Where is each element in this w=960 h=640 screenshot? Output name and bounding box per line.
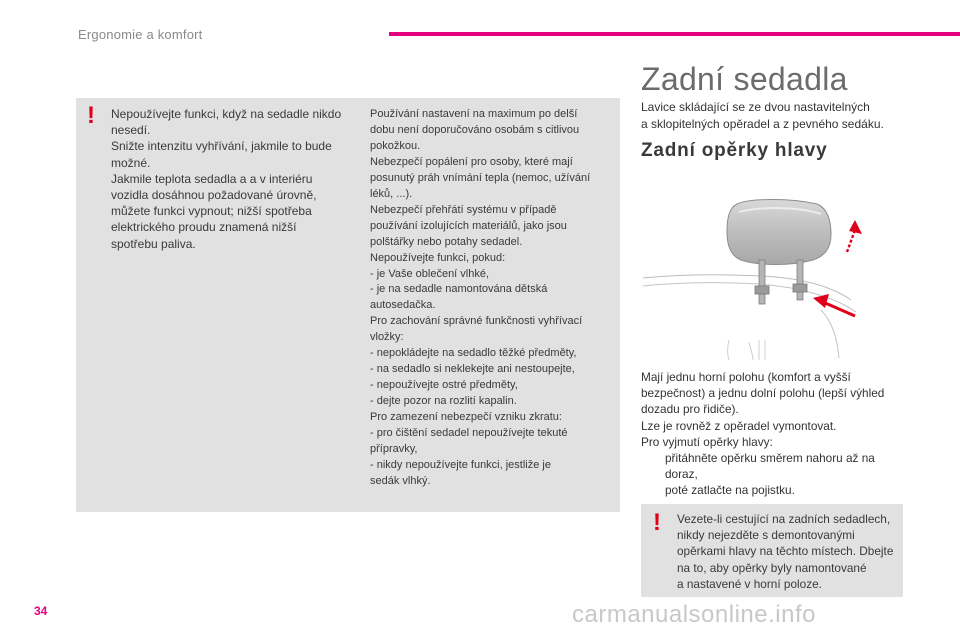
exclamation-icon: !	[653, 509, 661, 536]
text-line: Lze je rovněž z opěradel vymontovat.	[641, 418, 837, 433]
warning-text-headrest: Vezete-li cestující na zadních sedadlech, nikdy nejezděte s demontovanými opěrkami hlavy na těchto místech. Dbejte na to, aby opěrky byly namontované a nastavené v horní poloze.	[677, 512, 894, 591]
list-item	[641, 450, 911, 482]
bullet-icon	[641, 450, 665, 482]
list-item	[641, 482, 911, 498]
list-item-text	[665, 450, 875, 482]
text-line: bezpečnost) a jednu dolní polohu (lepší výhled	[641, 386, 885, 401]
headrest-description	[641, 369, 911, 499]
list-item-text: poté zatlačte na pojistku.	[665, 483, 795, 498]
header-accent-bar	[389, 32, 960, 36]
watermark: carmanualsonline.info	[572, 601, 816, 628]
section-title: Zadní sedadla	[641, 61, 848, 97]
page-number: 34	[34, 604, 48, 618]
chapter-title: Ergonomie a komfort	[78, 27, 203, 42]
text-line: doraz,	[665, 467, 698, 482]
text-line: Mají jednu horní polohu (komfort a vyšší	[641, 370, 851, 384]
exclamation-icon: !	[87, 102, 95, 129]
section-intro: Lavice skládající se ze dvou nastavitelných a sklopitelných opěradel a z pevného sedáku.	[641, 100, 884, 131]
text-line: přitáhněte opěrku směrem nahoru až na	[665, 451, 875, 466]
text-line: Pro vyjmutí opěrky hlavy:	[641, 434, 773, 449]
subsection-title: Zadní opěrky hlavy	[641, 140, 828, 161]
headrest-illustration	[641, 190, 903, 360]
text-line: dozadu pro řidiče).	[641, 402, 739, 417]
warning-text-column-b: Používání nastavení na maximum po delší dobu není doporučováno osobám s citlivou pokožkou. Nebezpečí popálení pro osoby, které mají posunutý práh vnímání tepla (nemoc, užívání léků, ...). Nebezpečí přehřátí systému v případě používání izolujících materiálů, jako jsou polštářky nebo potahy sedadel. Nepoužívejte funkci, pokud: - je Vaše oblečení vlhké, - je na sedadle namontována dětská autosedačka. Pro zachování správné funkčnosti vyhřívací vložky: - nepokládejte na sedadlo těžké předměty, - na sedadlo si neklekejte ani nestoupejte, - nepoužívejte ostré předměty, - dejte pozor na rozlití kapalin. Pro zamezení nebezpečí vzniku zkratu: - pro čištění sedadel nepoužívejte tekuté přípravky, - nikdy nepoužívejte funkci, jestliže je sedák vlhký.	[370, 108, 591, 487]
bullet-icon	[641, 482, 665, 498]
warning-text-column-a: Nepoužívejte funkci, když na sedadle nikdo nesedí. Snižte intenzitu vyhřívání, jakmile to bude možné. Jakmile teplota sedadla a a v interiéru vozidla dosáhnou požadované úrovně, můžete funkci vypnout; nižší spotřeba elektrického proudu znamená nižší spotřebu paliva.	[111, 107, 342, 251]
